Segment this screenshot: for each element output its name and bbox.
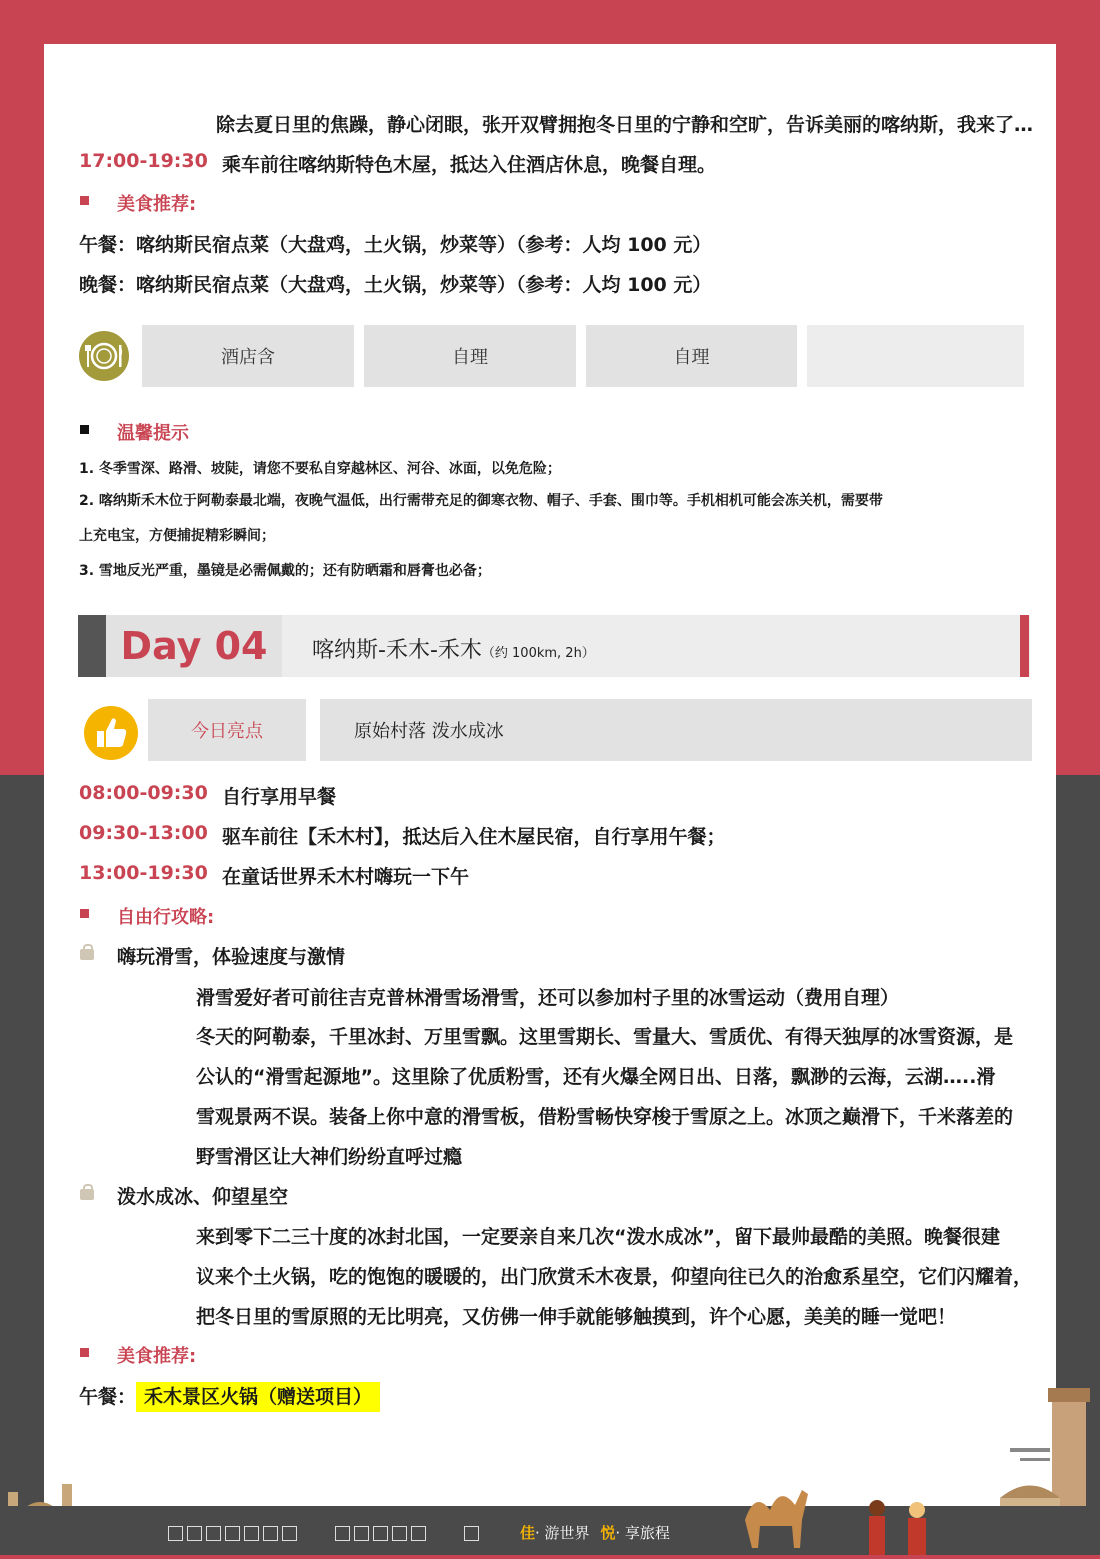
tip-item: 上充电宝，方便捕捉精彩瞬间； bbox=[79, 528, 275, 544]
food-heading: 美食推荐: bbox=[117, 194, 197, 215]
footer-brand-c: 悦 bbox=[600, 1524, 616, 1542]
schedule-text: 自行享用早餐 bbox=[222, 786, 337, 808]
day-label: Day 04 bbox=[106, 615, 282, 677]
meal-breakfast: 酒店含 bbox=[142, 325, 354, 387]
thumbs-up-icon bbox=[84, 706, 138, 764]
schedule-time: 13:00-19:30 bbox=[79, 862, 208, 884]
guide-heading: 自由行攻略: bbox=[117, 907, 215, 928]
guide-line: 野雪滑区让大神们纷纷直呼过瘾 bbox=[196, 1146, 463, 1168]
guide-line: 滑雪爱好者可前往吉克普林滑雪场滑雪，还可以参加村子里的冰雪运动（费用自理） bbox=[196, 987, 900, 1009]
guide-line: 来到零下二三十度的冰封北国，一定要亲自来几次“泼水成冰”，留下最帅最酷的美照。晚餐很建 bbox=[196, 1226, 1000, 1248]
schedule-time: 08:00-09:30 bbox=[79, 782, 208, 804]
day-header-marker bbox=[78, 615, 106, 677]
guide-item-title: 嗨玩滑雪，体验速度与激情 bbox=[117, 946, 346, 968]
day-header-accent bbox=[1020, 615, 1029, 677]
footer-slogan bbox=[520, 1522, 670, 1543]
day-route-text: 喀纳斯-禾木-禾木 bbox=[312, 638, 482, 663]
tips-heading: 温馨提示 bbox=[117, 423, 189, 444]
guide-line: 雪观景两不误。装备上你中意的滑雪板，借粉雪畅快穿梭于雪原之上。冰顶之巅滑下，千米落差的 bbox=[196, 1106, 1014, 1128]
food-lunch-value: 禾木景区火锅（赠送项目） bbox=[136, 1382, 380, 1412]
day-route-note: （约 100km, 2h） bbox=[481, 646, 595, 661]
food-heading: 美食推荐: bbox=[117, 1346, 197, 1367]
tip-item: 3. 雪地反光严重，墨镜是必需佩戴的；还有防晒霜和唇膏也必备； bbox=[79, 563, 491, 579]
schedule-text: 在童话世界禾木村嗨玩一下午 bbox=[222, 866, 470, 888]
section-bullet bbox=[80, 1348, 89, 1357]
food-dinner: 晚餐：喀纳斯民宿点菜（大盘鸡，土火锅，炒菜等）（参考：人均 100 元） bbox=[79, 274, 712, 296]
food-lunch: 午餐：喀纳斯民宿点菜（大盘鸡，土火锅，炒菜等）（参考：人均 100 元） bbox=[79, 234, 712, 256]
guide-item-title: 泼水成冰、仰望星空 bbox=[117, 1186, 289, 1208]
guide-line: 公认的“滑雪起源地”。这里除了优质粉雪，还有火爆全网日出、日落，飘渺的云海，云湖…..滑 bbox=[196, 1066, 996, 1088]
section-bullet bbox=[80, 196, 89, 205]
highlight-label: 今日亮点 bbox=[148, 699, 306, 761]
section-bullet bbox=[80, 909, 89, 918]
food-lunch-label: 午餐： bbox=[79, 1386, 137, 1408]
schedule-time: 09:30-13:00 bbox=[79, 822, 208, 844]
food-lunch bbox=[79, 1382, 380, 1409]
meal-extra bbox=[807, 325, 1024, 387]
intro-text: 除去夏日里的焦躁，静心闭眼，张开双臂拥抱冬日里的宁静和空旷，告诉美丽的喀纳斯，我来了… bbox=[216, 114, 1034, 136]
footer-brand-b: · 游世界 bbox=[535, 1524, 590, 1542]
tip-item: 1. 冬季雪深、路滑、坡陡，请您不要私自穿越林区、河谷、冰面，以免危险； bbox=[79, 461, 561, 477]
guide-line: 冬天的阿勒泰，千里冰封、万里雪飘。这里雪期长、雪量大、雪质优、有得天独厚的冰雪资源，是 bbox=[196, 1026, 1014, 1048]
camel-illustration bbox=[740, 1470, 810, 1554]
schedule-time: 17:00-19:30 bbox=[79, 150, 208, 172]
highlight-text: 原始村落 泼水成冰 bbox=[320, 699, 1032, 761]
meal-dinner: 自理 bbox=[586, 325, 797, 387]
bag-icon bbox=[80, 949, 94, 960]
people-illustration bbox=[862, 1498, 942, 1559]
bag-icon bbox=[80, 1189, 94, 1200]
footer-brand-a: 佳 bbox=[520, 1524, 536, 1542]
section-bullet bbox=[80, 425, 89, 434]
guide-line: 把冬日里的雪原照的无比明亮，又仿佛一伸手就能够触摸到，许个心愿，美美的睡一觉吧！ bbox=[196, 1306, 957, 1328]
meal-icon bbox=[79, 331, 129, 385]
guide-line: 议来个土火锅，吃的饱饱的暖暖的，出门欣赏禾木夜景，仰望向往已久的治愈系星空，它们闪耀着， bbox=[196, 1266, 1033, 1288]
schedule-text: 乘车前往喀纳斯特色木屋，抵达入住酒店休息，晚餐自理。 bbox=[222, 154, 717, 176]
tip-item: 2. 喀纳斯禾木位于阿勒泰最北端，夜晚气温低，出行需带充足的御寒衣物、帽子、手套、围巾等。手机相机可能会冻关机，需要带 bbox=[79, 493, 883, 509]
day-route bbox=[312, 633, 595, 664]
schedule-text: 驱车前往【禾木村】，抵达后入住木屋民宿，自行享用午餐； bbox=[222, 826, 726, 848]
footer-brand-d: · 享旅程 bbox=[615, 1524, 670, 1542]
footer-placeholder-boxes bbox=[168, 1523, 483, 1542]
meal-lunch: 自理 bbox=[364, 325, 576, 387]
